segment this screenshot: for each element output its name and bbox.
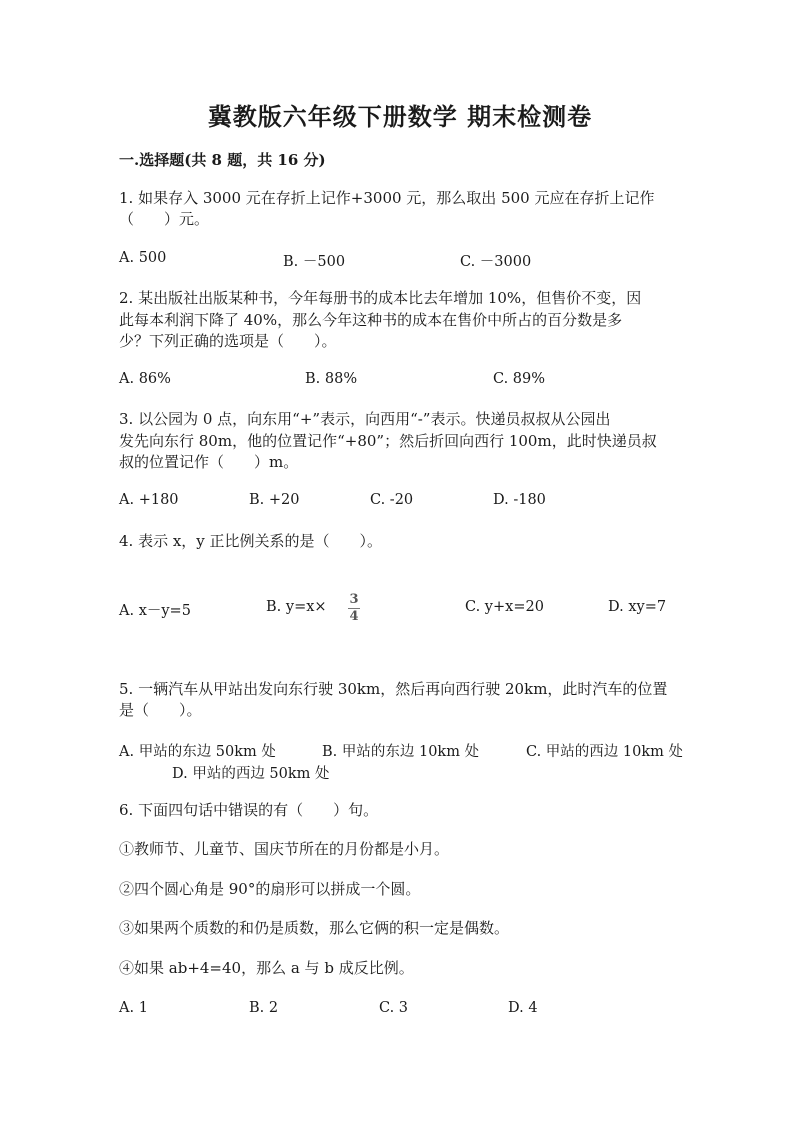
option-d[interactable]: D. 4 (508, 1000, 538, 1016)
question-text: 4. 表示 x，y 正比例关系的是（ ）。 (119, 532, 383, 550)
statement-2: ②四个圆心角是 90°的扇形可以拼成一个圆。 (119, 880, 421, 898)
fraction-numerator: 3 (349, 592, 359, 607)
option-d[interactable]: D. xy=7 (608, 599, 667, 615)
question-text: 1. 如果存入 3000 元在存折上记作+3000 元，那么取出 500 元应在存折上记作 (119, 189, 655, 207)
section-heading: 一.选择题(共 8 题，共 16 分) (119, 151, 326, 169)
fraction-denominator: 4 (349, 609, 359, 624)
option-a[interactable]: A. x－y=5 (119, 603, 191, 619)
statement-3: ③如果两个质数的和仍是质数，那么它俩的积一定是偶数。 (119, 919, 510, 937)
question-text: 5. 一辆汽车从甲站出发向东行驶 30km，然后再向西行驶 20km，此时汽车的位置 (119, 680, 668, 698)
option-c[interactable]: C. 甲站的西边 10km 处 (526, 744, 684, 760)
option-b[interactable]: B. －500 (283, 254, 346, 270)
page-title: 冀教版六年级下册数学 期末检测卷 (207, 102, 593, 131)
fraction-three-quarters (348, 593, 360, 624)
option-b[interactable]: B. 甲站的东边 10km 处 (322, 744, 480, 760)
question-text: 3. 以公园为 0 点，向东用“+”表示，向西用“-”表示。快递员叔叔从公园出 (119, 410, 611, 428)
question-text: 此每本利润下降了 40%，那么今年这种书的成本在售价中所占的百分数是多 (119, 311, 623, 329)
option-b[interactable]: B. +20 (249, 492, 300, 508)
question-text: （ ）元。 (119, 210, 210, 228)
option-a[interactable]: A. 1 (119, 1000, 148, 1016)
question-text: 6. 下面四句话中错误的有（ ）句。 (119, 801, 379, 819)
statement-1: ①教师节、儿童节、国庆节所在的月份都是小月。 (119, 840, 450, 858)
option-c[interactable]: C. －3000 (460, 254, 532, 270)
question-text: 是（ ）。 (119, 701, 202, 719)
option-c[interactable]: C. y+x=20 (465, 599, 544, 615)
statement-4: ④如果 ab+4=40，那么 a 与 b 成反比例。 (119, 959, 414, 977)
option-a[interactable]: A. 500 (119, 250, 167, 266)
option-a[interactable]: A. +180 (119, 492, 179, 508)
option-c[interactable]: C. 3 (379, 1000, 409, 1016)
option-b[interactable]: B. 88% (305, 371, 358, 387)
option-a[interactable]: A. 86% (119, 371, 171, 387)
option-b[interactable]: B. 2 (249, 1000, 279, 1016)
question-text: 叔的位置记作（ ）m。 (119, 453, 299, 471)
option-c[interactable]: C. 89% (493, 371, 546, 387)
option-d[interactable]: D. 甲站的西边 50km 处 (172, 766, 330, 782)
option-a[interactable]: A. 甲站的东边 50km 处 (119, 744, 276, 760)
question-text: 2. 某出版社出版某种书，今年每册书的成本比去年增加 10%，但售价不变，因 (119, 289, 642, 307)
option-d[interactable]: D. -180 (493, 492, 546, 508)
question-text: 少？下列正确的选项是（ ）。 (119, 332, 337, 350)
option-c[interactable]: C. -20 (370, 492, 414, 508)
option-b[interactable]: B. y=x× (266, 599, 327, 615)
question-text: 发先向东行 80m，他的位置记作“+80”；然后折回向西行 100m，此时快递员叔 (119, 432, 657, 450)
